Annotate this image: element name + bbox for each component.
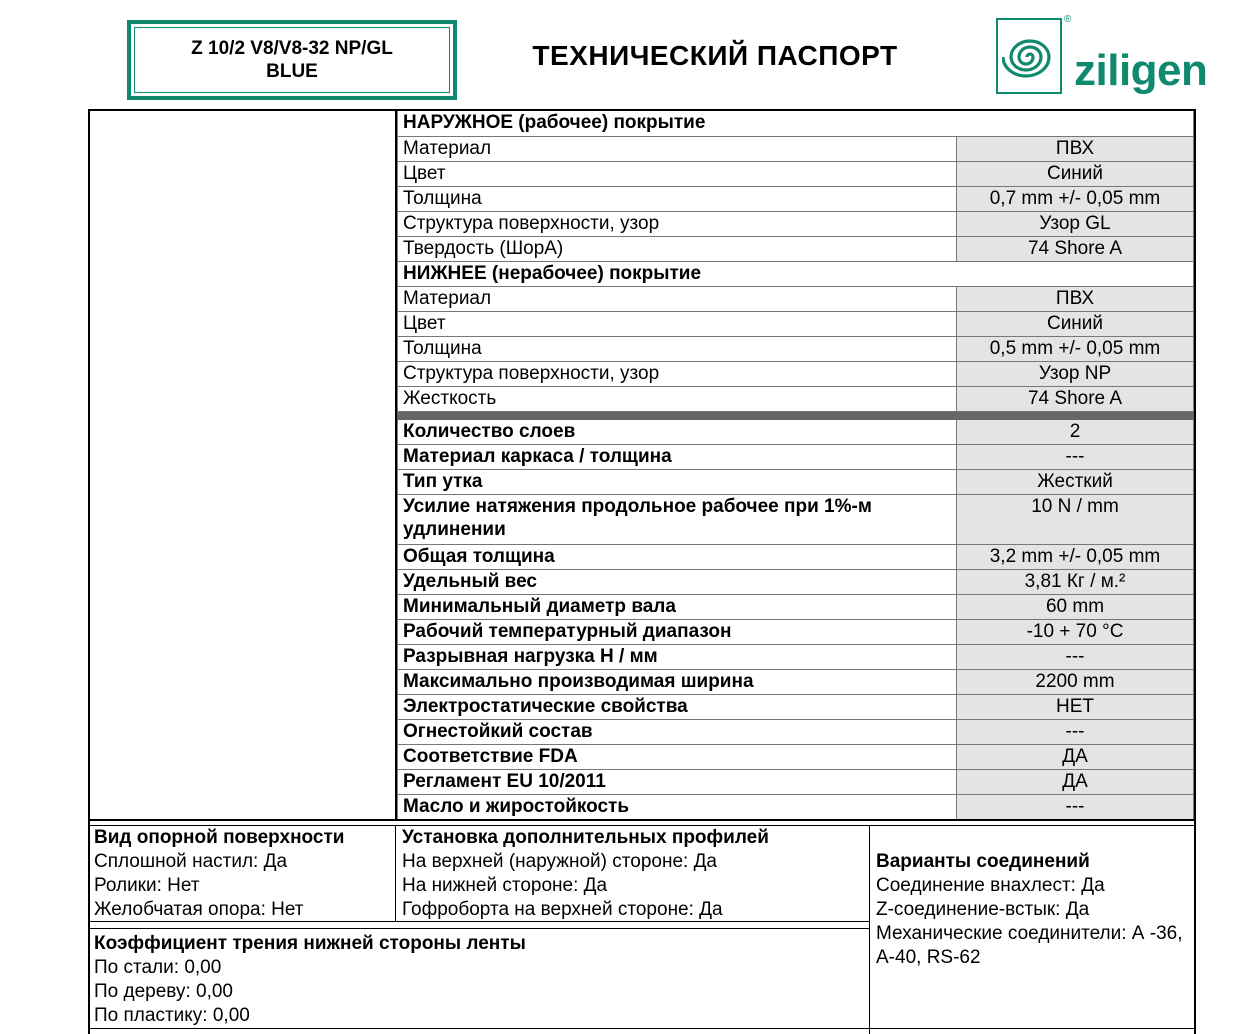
row-label: Толщина: [398, 336, 957, 361]
row-value: 74 Shore A: [957, 386, 1194, 411]
row-value: 74 Shore A: [957, 236, 1194, 261]
table-row: [398, 469, 1194, 494]
divider: [395, 825, 396, 922]
row-value: Жесткий: [957, 469, 1194, 494]
table-row: [398, 311, 1194, 336]
table-row: [398, 719, 1194, 744]
row-label: Материал: [398, 136, 957, 161]
joints-block: [876, 850, 1192, 970]
row-label: Цвет: [398, 311, 957, 336]
row-value: ДА: [957, 769, 1194, 794]
row-label: Цвет: [398, 161, 957, 186]
row-label: Материал: [398, 286, 957, 311]
friction-block: [94, 932, 864, 1028]
extra-profiles-block: [402, 826, 867, 922]
row-label: Структура поверхности, узор: [398, 361, 957, 386]
divider: [88, 819, 1196, 821]
row-value: ---: [957, 644, 1194, 669]
row-label: Соответствие FDA: [398, 744, 957, 769]
table-row: [398, 794, 1194, 819]
support-line: Сплошной настил: Да: [94, 851, 288, 872]
table-row: [398, 644, 1194, 669]
logo-wordmark: ziligen: [1074, 46, 1208, 95]
separator-row: [398, 411, 1194, 419]
row-value: 3,2 mm +/- 0,05 mm: [957, 544, 1194, 569]
support-line: Желобчатая опора: Нет: [94, 899, 304, 920]
row-value: 60 mm: [957, 594, 1194, 619]
section-header-row: [398, 261, 1194, 286]
table-row: [398, 136, 1194, 161]
table-row: [398, 544, 1194, 569]
registered-mark: ®: [1064, 14, 1072, 25]
row-value: 2: [957, 419, 1194, 444]
extra-profiles-title: Установка дополнительных профилей: [402, 827, 769, 848]
row-value: Синий: [957, 161, 1194, 186]
joints-title: Варианты соединений: [876, 851, 1090, 872]
table-row: [398, 594, 1194, 619]
row-label: Огнестойкий состав: [398, 719, 957, 744]
support-surface-block: [94, 826, 394, 922]
row-label: Общая толщина: [398, 544, 957, 569]
row-label: Материал каркаса / толщина: [398, 444, 957, 469]
table-row: [398, 361, 1194, 386]
table-row: [398, 744, 1194, 769]
table-row: [398, 769, 1194, 794]
table-row: [398, 444, 1194, 469]
table-row: [398, 669, 1194, 694]
table-row: [398, 386, 1194, 411]
row-label: Рабочий температурный диапазон: [398, 619, 957, 644]
row-value: ---: [957, 719, 1194, 744]
row-label: Структура поверхности, узор: [398, 211, 957, 236]
table-row: [398, 569, 1194, 594]
row-label: Твердость (ШорА): [398, 236, 957, 261]
row-label: Максимально производимая ширина: [398, 669, 957, 694]
friction-line: По пластику: 0,00: [94, 1005, 250, 1026]
row-value: ---: [957, 794, 1194, 819]
row-value: 2200 mm: [957, 669, 1194, 694]
row-label: Тип утка: [398, 469, 957, 494]
row-value: 10 N / mm: [957, 494, 1194, 544]
row-value: Узор NP: [957, 361, 1194, 386]
spec-table: [397, 111, 1194, 820]
row-value: 0,5 mm +/- 0,05 mm: [957, 336, 1194, 361]
support-surface-title: Вид опорной поверхности: [94, 827, 345, 848]
row-value: ПВХ: [957, 136, 1194, 161]
swirl-icon: [996, 18, 1062, 94]
section-heading: НАРУЖНОЕ (рабочее) покрытие: [398, 111, 1194, 136]
joint-line: Механические соединители: А -36, А-40, RS-62: [876, 923, 1183, 968]
row-label: Количество слоев: [398, 419, 957, 444]
table-row: [398, 236, 1194, 261]
table-row: [398, 336, 1194, 361]
row-label: Толщина: [398, 186, 957, 211]
row-label: Масло и жиростойкость: [398, 794, 957, 819]
row-value: 0,7 mm +/- 0,05 mm: [957, 186, 1194, 211]
ziligen-logo: [996, 14, 1206, 104]
table-row: [398, 419, 1194, 444]
section-header-row: [398, 111, 1194, 136]
row-value: 3,81 Кг / м.²: [957, 569, 1194, 594]
row-value: НЕТ: [957, 694, 1194, 719]
table-row: [398, 694, 1194, 719]
row-value: ПВХ: [957, 286, 1194, 311]
row-label: Жесткость: [398, 386, 957, 411]
support-line: Ролики: Нет: [94, 875, 200, 896]
profile-line: Гофроборта на верхней стороне: Да: [402, 899, 723, 920]
friction-title: Коэффициент трения нижней стороны ленты: [94, 933, 526, 954]
product-code: Z 10/2 V8/V8-32 NP/GL: [191, 38, 393, 59]
row-label: Усилие натяжения продольное рабочее при 1%-м удлинении: [398, 494, 957, 544]
row-label: Электростатические свойства: [398, 694, 957, 719]
joint-line: Соединение внахлест: Да: [876, 875, 1105, 896]
table-row: [398, 186, 1194, 211]
row-value: ДА: [957, 744, 1194, 769]
page-title: ТЕХНИЧЕСКИЙ ПАСПОРТ: [532, 40, 898, 71]
row-value: Узор GL: [957, 211, 1194, 236]
table-row: [398, 619, 1194, 644]
joint-line: Z-соединение-встык: Да: [876, 899, 1090, 920]
table-row: [398, 211, 1194, 236]
friction-line: По стали: 0,00: [94, 957, 222, 978]
product-code-box: [127, 20, 457, 100]
row-label: Минимальный диаметр вала: [398, 594, 957, 619]
profile-line: На верхней (наружной) стороне: Да: [402, 851, 718, 872]
product-color: BLUE: [266, 61, 318, 82]
row-label: Удельный вес: [398, 569, 957, 594]
row-value: Синий: [957, 311, 1194, 336]
separator-bar: [398, 411, 1194, 419]
row-label: Разрывная нагрузка Н / мм: [398, 644, 957, 669]
divider: [88, 1028, 1196, 1029]
row-label: Регламент EU 10/2011: [398, 769, 957, 794]
table-row: [398, 286, 1194, 311]
profile-line: На нижней стороне: Да: [402, 875, 608, 896]
table-row: [398, 494, 1194, 544]
table-row: [398, 161, 1194, 186]
friction-line: По дереву: 0,00: [94, 981, 234, 1002]
divider: [869, 825, 870, 1034]
section-heading: НИЖНЕЕ (нерабочее) покрытие: [398, 261, 1194, 286]
row-value: ---: [957, 444, 1194, 469]
divider: [88, 928, 870, 929]
row-value: -10 + 70 °C: [957, 619, 1194, 644]
